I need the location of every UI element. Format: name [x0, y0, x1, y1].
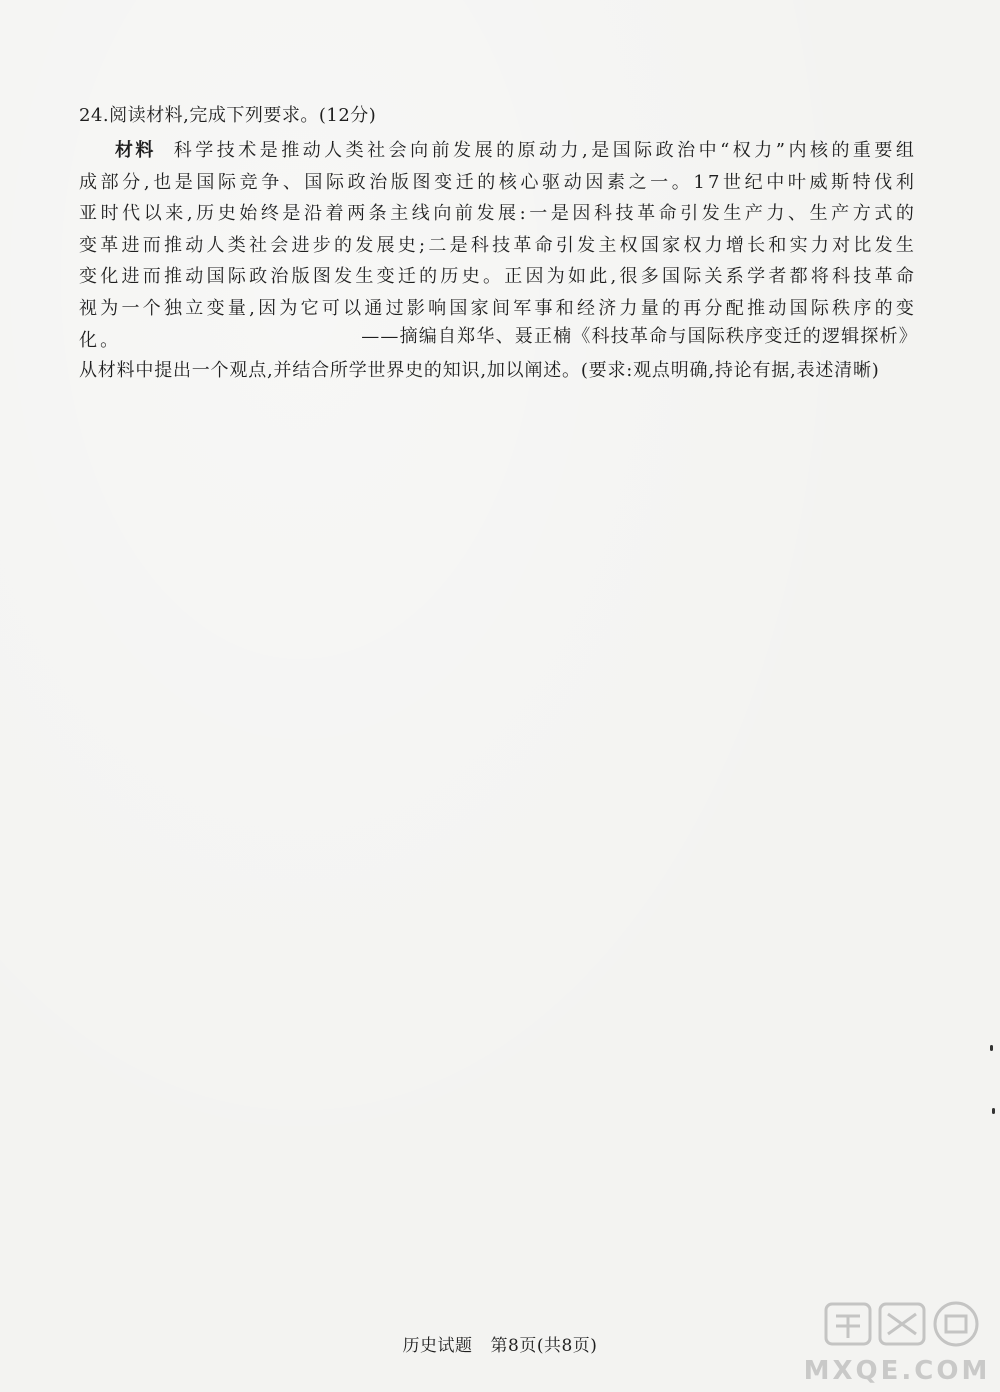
material-label: 材料	[115, 140, 156, 161]
footer-subject: 历史试题	[402, 1336, 473, 1356]
watermark	[802, 1298, 992, 1386]
footer-page-number: 第8页(共8页)	[490, 1336, 598, 1356]
question-task: 从材料中提出一个观点,并结合所学世界史的知识,加以阐述。(要求:观点明确,持论有据,表述清晰)	[79, 360, 880, 381]
watermark-logo-icon	[822, 1298, 982, 1350]
material-text: 科学技术是推动人类社会向前发展的原动力,是国际政治中“权力”内核的重要组成部分,也是国际竞争、国际政治版图变迁的核心驱动因素之一。17世纪中叶威斯特伐利亚时代以来,历史始终是沿着两条主线向前发展:一是因科技革命引发生产力、生产方式的变革进而推动人类社会进步的发展史;二是科技革命引发主权国家权力增长和实力对比发生变化进而推动国际政治版图发生变迁的历史。正因为如此,很多国际关系学者都将科技革命视为一个独立变量,因为它可以通过影响国家间军事和经济力量的再分配推动国际秩序的变化。	[79, 140, 917, 351]
watermark-text: MXQE.COM	[803, 1356, 991, 1386]
question-title: 24.阅读材料,完成下列要求。(12分)	[79, 105, 377, 126]
material-source: ——摘编自郑华、聂正楠《科技革命与国际秩序变迁的逻辑探析》	[361, 326, 918, 347]
